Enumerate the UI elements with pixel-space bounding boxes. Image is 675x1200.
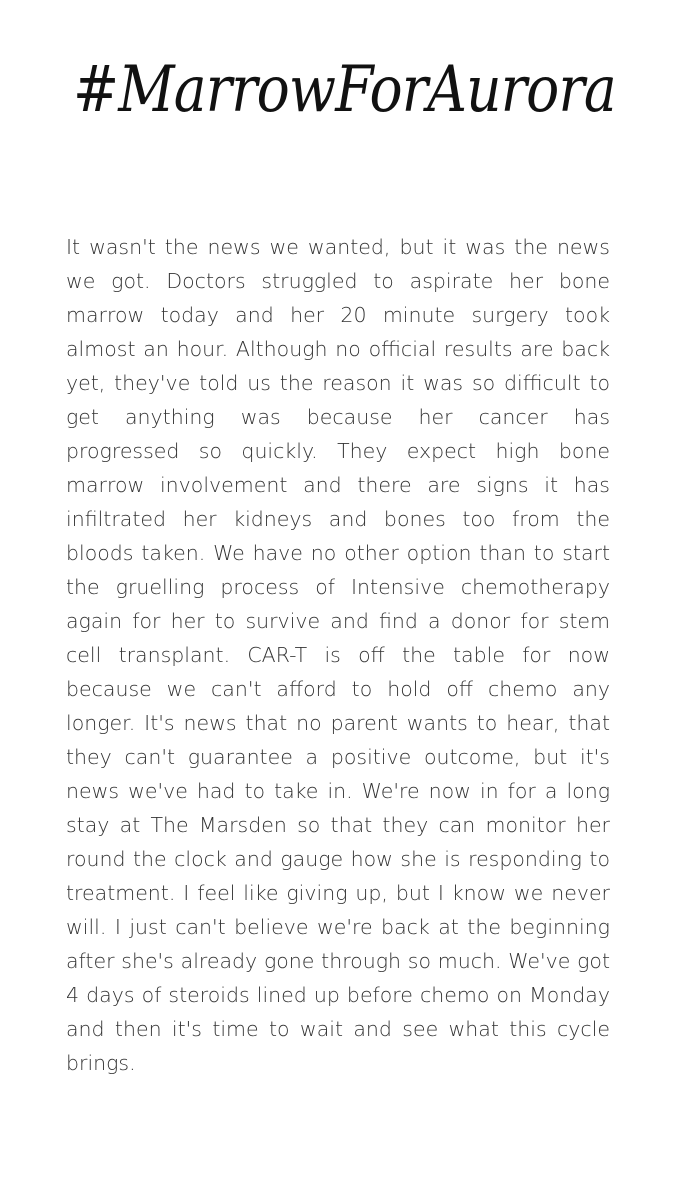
post-body-text: It wasn't the news we wanted, but it was the news we got. Doctors struggled to aspirate her bone marrow today and her 20 minute surgery took almost an hour. Although no official results are back yet, they've told us the reason it was so difficult to get anything was because her cancer has progressed so quickly. They expect high bone marrow involvement and there are signs it has infiltrated her kidneys and bones too from the bloods taken. We have no other option than to start the gruelling process of Intensive chemotherapy again for her to survive and find a donor for stem cell transplant. CAR-T is off the table for now because we can't afford to hold off chemo any longer. It's news that no parent wants to hear, that they can't guarantee a positive outcome, but it's news we've had to take in. We're now in for a long stay at The Marsden so that they can monitor her round the clock and gauge how she is responding to treatment. I feel like giving up, but I know we never will. I just can't believe we're back at the beginning after she's already gone through so much. We've got 4 days of steroids lined up before chemo on Monday and then it's time to wait and see what this cycle brings.: [66, 235, 610, 1075]
hashtag-title: #MarrowForAurora: [73, 53, 616, 127]
